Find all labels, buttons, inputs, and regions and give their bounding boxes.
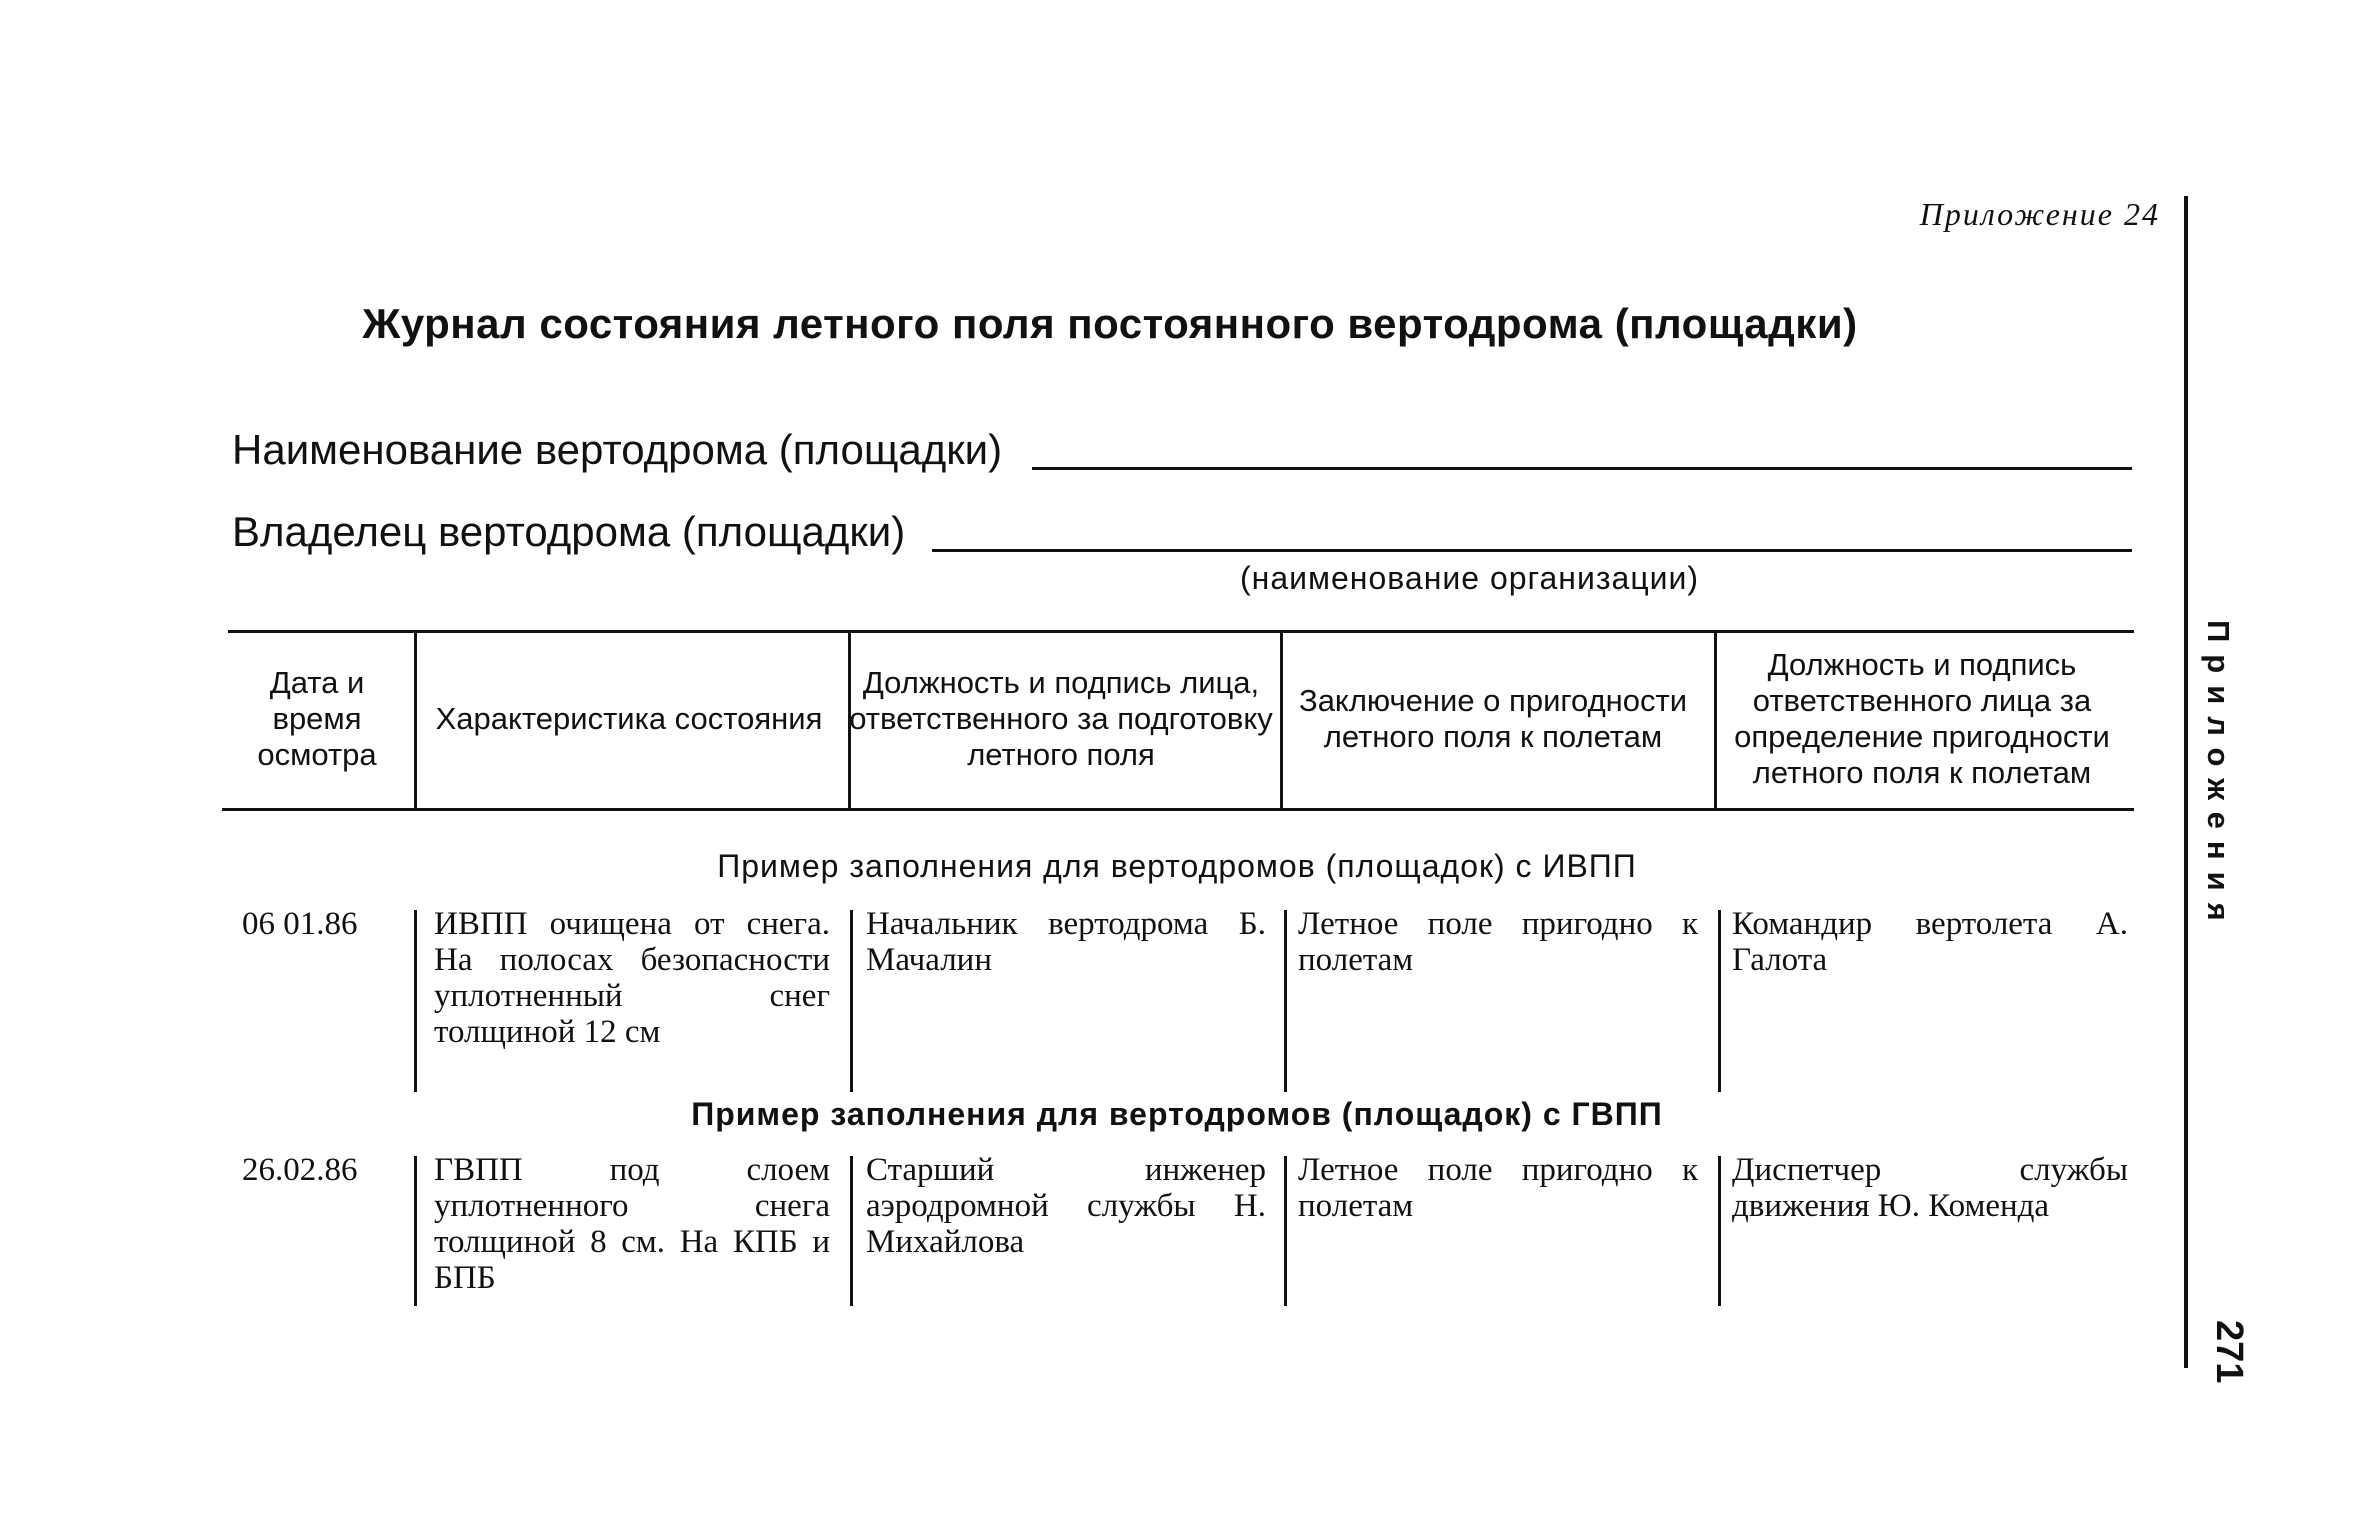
row1-date: 06 01.86	[242, 906, 358, 942]
field-helipad-owner-label: Владелец вертодрома (площадки)	[232, 508, 906, 555]
header-approved-by: Должность и подпись ответственного лица за определение пригодности летного поля к полетам	[1734, 646, 2110, 790]
document-title: Журнал состояния летного поля постоянного вертодрома (площадки)	[362, 300, 1858, 347]
table-top-rule	[228, 630, 2134, 633]
row1-state: ИВПП очищена от снега. На полосах безопасности уплотненный снег толщиной 12 см	[434, 906, 830, 1050]
row1-divider-4	[1718, 910, 1721, 1092]
header-date: Дата и время осмотра	[257, 664, 377, 772]
table-header-rule	[222, 808, 2134, 811]
field-helipad-owner	[232, 502, 2132, 562]
row1-approved-by: Командир вертолета А. Галота	[1732, 906, 2128, 978]
row1-conclusion: Летное поле пригодно к полетам	[1298, 906, 1698, 978]
row2-date: 26.02.86	[242, 1152, 358, 1188]
field-helipad-owner-blank	[932, 549, 2132, 552]
row2-approved-by: Диспетчер службы движения Ю. Коменда	[1732, 1152, 2128, 1224]
appendix-label: Приложение 24	[1919, 196, 2160, 232]
header-conclusion: Заключение о пригодности летного поля к полетам	[1298, 682, 1688, 754]
header-state: Характеристика состояния	[435, 700, 823, 736]
header-prepared-by: Должность и подпись лица, ответственного за подготовку летного поля	[849, 664, 1273, 772]
owner-hint: (наименование организации)	[1240, 560, 1700, 596]
row2-prepared-by: Старший инженер аэродромной службы Н. Михайлова	[866, 1152, 1266, 1260]
field-helipad-name-blank	[1032, 467, 2132, 470]
field-helipad-name-label: Наименование вертодрома (площадки)	[232, 426, 1003, 473]
row1-prepared-by: Начальник вертодрома Б. Мачалин	[866, 906, 1266, 978]
section-caption-ivpp: Пример заполнения для вертодромов (площадок) с ИВПП	[717, 848, 1637, 884]
row2-conclusion: Летное поле пригодно к полетам	[1298, 1152, 1698, 1224]
row1-divider-1	[414, 910, 417, 1092]
page-number: 271	[2208, 1320, 2250, 1384]
row2-divider-2	[850, 1156, 853, 1306]
section-caption-gvpp: Пример заполнения для вертодромов (площадок) с ГВПП	[691, 1096, 1663, 1132]
row1-divider-2	[850, 910, 853, 1092]
row1-divider-3	[1284, 910, 1287, 1092]
row2-state: ГВПП под слоем уплотненного снега толщиной 8 см. На КПБ и БПБ	[434, 1152, 830, 1296]
row2-divider-1	[414, 1156, 417, 1306]
margin-section-label: Приложения	[2201, 620, 2236, 933]
row2-divider-4	[1718, 1156, 1721, 1306]
field-helipad-name	[232, 420, 2132, 480]
row2-divider-3	[1284, 1156, 1287, 1306]
